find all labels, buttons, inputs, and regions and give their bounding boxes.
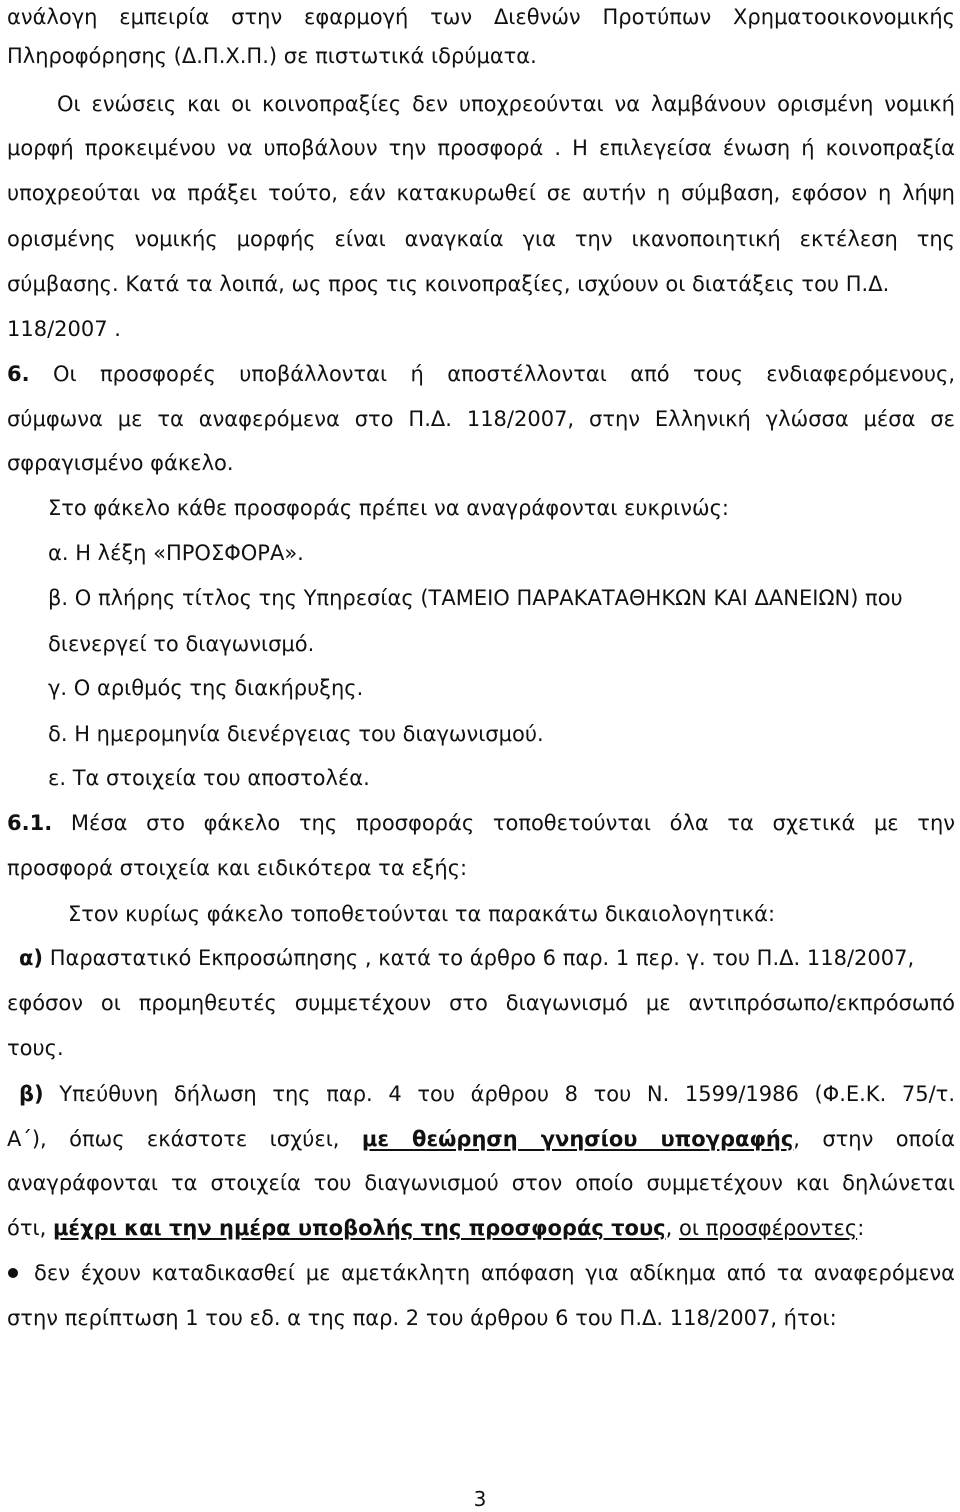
- item-a-line: [19, 943, 955, 973]
- section-number: 6.1.: [7, 811, 53, 835]
- main-envelope-heading: Στον κυρίως φάκελο τοποθετούνται τα παρακάτω δικαιολογητικά:: [68, 902, 776, 926]
- emphasized-text: με θεώρηση γνησίου υπογραφής: [361, 1127, 794, 1151]
- section-text: Μέσα στο φάκελο της προσφοράς τοποθετούνται όλα τα σχετικά με την: [70, 811, 955, 835]
- item-b-line-4: [7, 1213, 955, 1243]
- bullet-icon: [8, 1268, 18, 1278]
- text-segment: :: [857, 1216, 865, 1240]
- item-b-line-2: [7, 1124, 955, 1154]
- list-item: δ. Η ημερομηνία διενέργειας του διαγωνισμού.: [48, 722, 544, 746]
- paragraph-line: 118/2007 .: [7, 317, 121, 341]
- text-segment: ότι,: [7, 1216, 47, 1240]
- page-number: 3: [473, 1487, 487, 1511]
- section-number: 6.: [7, 362, 30, 386]
- paragraph-line: σύμφωνα με τα αναφερόμενα στο Π.Δ. 118/2007, στην Ελληνική γλώσσα μέσα σε: [7, 407, 955, 431]
- paragraph-line: προσφορά στοιχεία και ειδικότερα τα εξής:: [7, 856, 468, 880]
- item-label: β): [19, 1082, 44, 1106]
- underlined-text: οι προσφέροντες: [678, 1216, 858, 1240]
- item-text: Παραστατικό Εκπροσώπησης , κατά το άρθρο 6 παρ. 1 περ. γ. του Π.Δ. 118/2007,: [49, 946, 915, 970]
- paragraph-line: στην περίπτωση 1 του εδ. α της παρ. 2 του άρθρου 6 του Π.Δ. 118/2007, ήτοι:: [7, 1306, 837, 1330]
- section-text: Οι προσφορές υποβάλλονται ή αποστέλλονται από τους ενδιαφερόμενους,: [52, 362, 955, 386]
- list-item: ε. Τα στοιχεία του αποστολέα.: [48, 766, 370, 790]
- paragraph-line: τους.: [7, 1036, 64, 1060]
- bullet-text: δεν έχουν καταδικασθεί με αμετάκλητη απόφαση για αδίκημα από τα αναφερόμενα: [34, 1261, 955, 1285]
- paragraph-line: Πληροφόρησης (Δ.Π.Χ.Π.) σε πιστωτικά ιδρύματα.: [7, 44, 537, 68]
- emphasized-text: μέχρι και την ημέρα υποβολής της προσφοράς τους: [52, 1216, 666, 1240]
- paragraph-line: υποχρεούται να πράξει τούτο, εάν κατακυρωθεί σε αυτήν η σύμβαση, εφόσον η λήψη: [7, 181, 955, 205]
- section-6-line: [7, 359, 955, 389]
- item-b-line: [19, 1079, 955, 1109]
- paragraph-line: ανάλογη εμπειρία στην εφαρμογή των Διεθνών Προτύπων Χρηματοοικονομικής: [7, 5, 955, 29]
- paragraph-line: ορισμένης νομικής μορφής είναι αναγκαία για την ικανοποιητική εκτέλεση της: [7, 227, 955, 251]
- list-item: διενεργεί το διαγωνισμό.: [48, 632, 315, 656]
- section-6-1-line: [7, 808, 955, 838]
- paragraph-line: σύμβασης. Κατά τα λοιπά, ως προς τις κοινοπραξίες, ισχύουν οι διατάξεις του Π.Δ.: [7, 272, 890, 296]
- paragraph-line: αναγράφονται τα στοιχεία του διαγωνισμού στον οποίο συμμετέχουν και δηλώνεται: [7, 1171, 955, 1195]
- list-item: α. Η λέξη «ΠΡΟΣΦΟΡΑ».: [48, 541, 304, 565]
- list-item: γ. Ο αριθμός της διακήρυξης.: [48, 676, 364, 700]
- text-segment: ,: [665, 1216, 673, 1240]
- text-segment: Α΄), όπως εκάστοτε ισχύει,: [7, 1127, 340, 1151]
- text-segment: , στην οποία: [793, 1127, 955, 1151]
- list-item: β. Ο πλήρης τίτλος της Υπηρεσίας (ΤΑΜΕΙΟ ΠΑΡΑΚΑΤΑΘΗΚΩΝ ΚΑΙ ΔΑΝΕΙΩΝ) που: [48, 586, 903, 610]
- paragraph-line: εφόσον οι προμηθευτές συμμετέχουν στο διαγωνισμό με αντιπρόσωπο/εκπρόσωπό: [7, 991, 955, 1015]
- item-text: Υπεύθυνη δήλωση της παρ. 4 του άρθρου 8 του Ν. 1599/1986 (Φ.Ε.Κ. 75/τ.: [59, 1082, 955, 1106]
- paragraph-line: σφραγισμένο φάκελο.: [7, 451, 234, 475]
- envelope-intro: Στο φάκελο κάθε προσφοράς πρέπει να αναγράφονται ευκρινώς:: [48, 496, 730, 520]
- item-label: α): [19, 946, 44, 970]
- paragraph-line: μορφή προκειμένου να υποβάλουν την προσφορά . Η επιλεγείσα ένωση ή κοινοπραξία: [7, 136, 955, 160]
- paragraph-line: Οι ενώσεις και οι κοινοπραξίες δεν υποχρεούνται να λαμβάνουν ορισμένη νομική: [57, 92, 955, 116]
